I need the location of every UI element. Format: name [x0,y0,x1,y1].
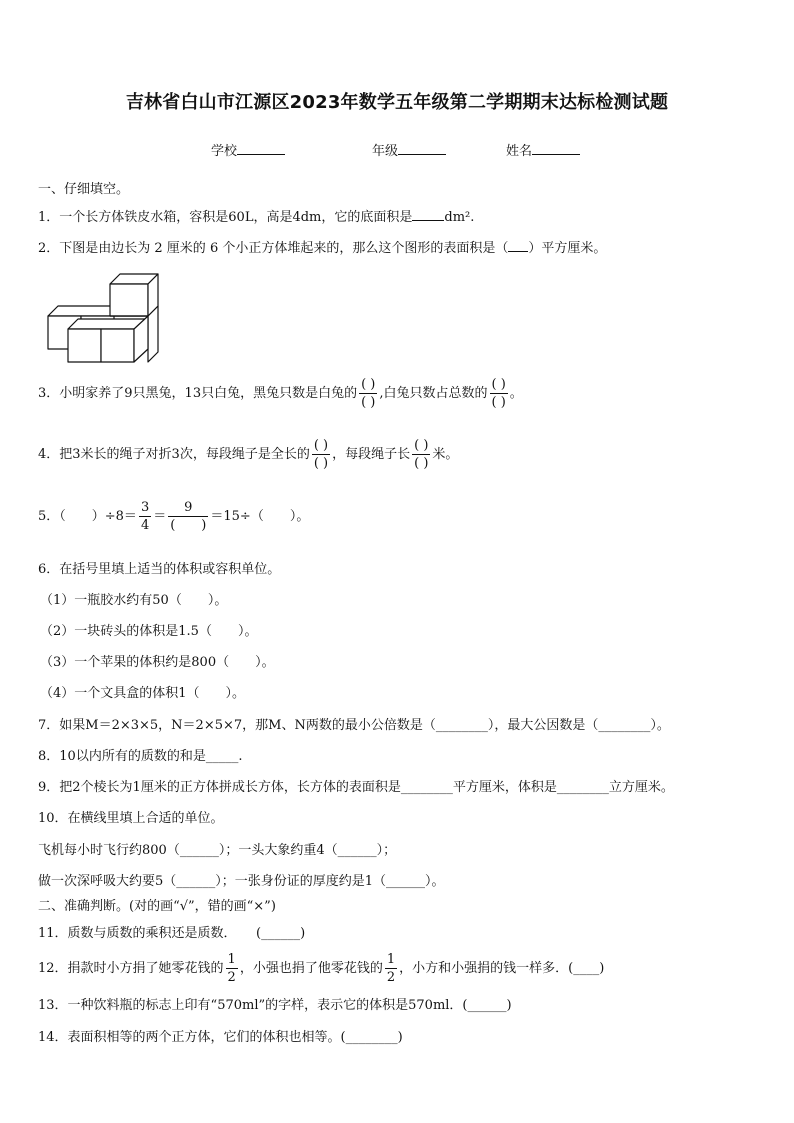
question-2-text: 2．下图是由边长为 2 厘米的 6 个小正方体堆起来的，那么这个图形的表面积是（ [38,241,509,256]
fraction-bar [168,516,208,517]
question-5-frac1-num: 3 [140,500,150,515]
question-4 [38,438,458,471]
question-2 [38,238,606,258]
question-1-blank[interactable] [412,207,444,221]
fraction-bar [312,454,330,455]
question-10-line-2: 做一次深呼吸大约要5（______）；一张身份证的厚度约是1（______）。 [38,874,445,889]
question-8: 8．10以内所有的质数的和是_____. [38,749,243,764]
school-blank[interactable] [237,141,285,155]
question-5-frac1-den: 4 [140,518,150,533]
question-13: 13．一种饮料瓶的标志上印有“570ml”的字样，表示它的体积是570ml．(______) [38,998,512,1013]
question-3-fraction-1[interactable] [359,377,377,410]
question-12-frac2-num: 1 [386,952,396,967]
question-12-text-c: ，小方和小强捐的钱一样多．(____) [399,961,605,976]
question-4-text-a: 4．把3米长的绳子对折3次，每段绳子是全长的 [38,447,310,462]
question-6-item-4: （4）一个文具盒的体积1（ ）。 [40,686,246,701]
question-3-frac2-num: ( ) [491,377,506,392]
question-9: 9．把2个棱长为1厘米的正方体拼成长方体，长方体的表面积是________平方厘米，体积是________立方厘米。 [38,780,674,795]
question-1-text: 1．一个长方体铁皮水箱，容积是60L，高是4dm，它的底面积是 [38,210,413,225]
question-12-frac1-den: 2 [227,970,236,985]
question-12-fraction-2 [385,952,397,985]
question-12-text-a: 12．捐款时小方捐了她零花钱的 [38,961,224,976]
grade-label: 年级 [372,144,399,159]
question-5-fraction-2[interactable] [168,500,208,533]
fraction-bar [139,516,151,517]
question-12-frac1-num: 1 [227,952,236,967]
section-2-heading: 二、准确判断。(对的画“√”，错的画“×”) [38,899,276,914]
question-6-item-2: （2）一块砖头的体积是1.5（ ）。 [40,624,258,639]
question-1 [38,207,474,227]
cube-face-upper [110,284,148,316]
question-5-frac2-den: ( ) [170,518,207,533]
grade-blank[interactable] [398,141,446,155]
question-12-text-b: ，小强也捐了他零花钱的 [239,961,383,976]
question-12 [38,952,604,985]
fraction-bar [490,393,508,394]
school-label: 学校 [211,144,238,159]
question-2-blank[interactable] [508,238,528,252]
fraction-bar [226,968,238,969]
question-4-frac1-den: ( ) [313,456,329,471]
name-field [506,140,580,159]
question-11: 11．质数与质数的乘积还是质数． (______) [38,926,306,941]
question-12-frac2-den: 2 [386,970,396,985]
question-4-fraction-1[interactable] [312,438,330,471]
question-4-text-c: 米。 [432,447,459,462]
question-3-fraction-2[interactable] [490,377,508,410]
question-3-frac2-den: ( ) [491,395,506,410]
name-label: 姓名 [506,144,533,159]
cube-stack-figure [44,272,160,364]
question-4-fraction-2[interactable] [412,438,430,471]
cube-face-front-middle [101,329,134,362]
section-1-heading: 一、仔细填空。 [38,182,130,197]
question-5-text-a: 5．（ ）÷8＝ [38,509,137,524]
question-1-unit: dm². [444,210,475,225]
question-2-tail: ）平方厘米。 [528,241,607,256]
fraction-bar [359,393,377,394]
question-10-line-1: 飞机每小时飞行约800（______）；一头大象约重4（______）； [38,843,397,858]
school-field [211,140,285,159]
question-6-item-1: （1）一瓶胶水约有50（ ）。 [40,593,228,608]
cube-face-front-left [68,329,101,362]
question-7: 7．如果M＝2×3×5，N＝2×5×7，那M、N两数的最小公倍数是（________），最大公因数是（________）。 [38,718,670,733]
question-3-frac1-num: ( ) [361,377,376,392]
question-3-text-c: 。 [509,386,523,401]
question-4-frac2-den: ( ) [414,456,429,471]
question-3 [38,377,523,410]
question-3-text-a: 3．小明家养了9只黑兔，13只白兔，黑兔只数是白兔的 [38,386,358,401]
question-5-eq: ＝ [153,509,167,524]
question-3-text-b: ,白兔只数占总数的 [379,386,488,401]
question-6: 6．在括号里填上适当的体积或容积单位。 [38,562,281,577]
question-4-frac2-num: ( ) [414,438,429,453]
question-5 [38,500,309,533]
question-10: 10．在横线里填上合适的单位。 [38,811,224,826]
question-14: 14．表面积相等的两个正方体，它们的体积也相等。(________) [38,1030,403,1045]
question-4-frac1-num: ( ) [313,438,329,453]
page-title: 吉林省白山市江源区2023年数学五年级第二学期期末达标检测试题 [125,92,669,113]
grade-field [372,140,446,159]
question-5-fraction-1 [139,500,151,533]
question-6-item-3: （3）一个苹果的体积约是800（ ）。 [40,655,275,670]
question-4-text-b: ，每段绳子长 [332,447,411,462]
question-12-fraction-1 [226,952,238,985]
question-5-text-b: ＝15÷（ ）。 [210,509,310,524]
question-5-frac2-num: 9 [184,500,193,515]
question-3-frac1-den: ( ) [361,395,376,410]
name-blank[interactable] [532,141,580,155]
fraction-bar [385,968,397,969]
fraction-bar [412,454,430,455]
